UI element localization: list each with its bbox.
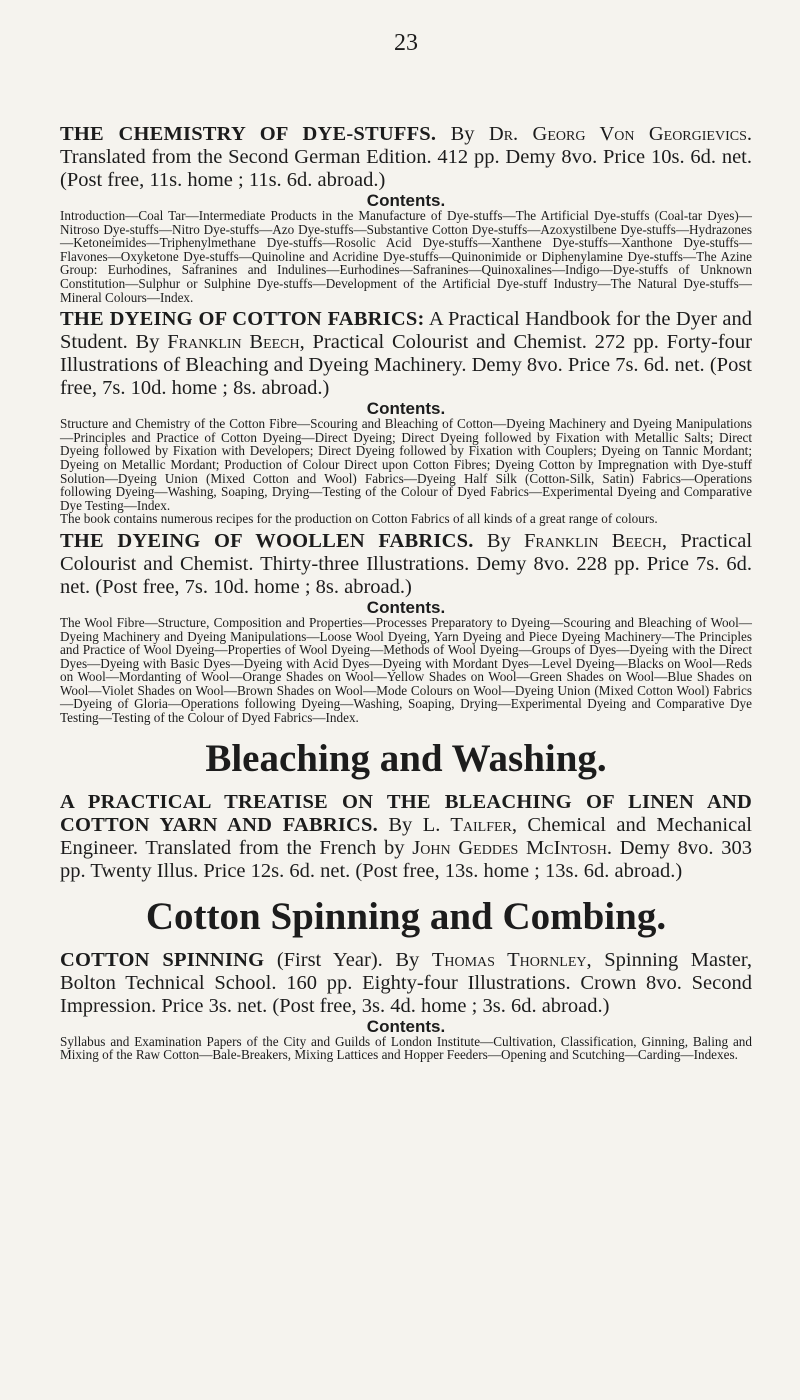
book-details: Chemical and Mechanical Engineer. Translated from the French by — [60, 813, 752, 859]
book-entry-chemistry-of-dye-stuffs — [60, 123, 752, 304]
by-word: By — [395, 948, 420, 971]
book-title: COTTON SPINNING — [60, 948, 265, 971]
book-title: THE DYEING OF COTTON FABRICS: — [60, 308, 425, 331]
book-author: Dr. Georg Von Georgievics. — [488, 123, 752, 145]
book-title: THE CHEMISTRY OF DYE-STUFFS. — [60, 123, 437, 145]
by-word: By — [486, 529, 511, 552]
book-entry-bleaching-linen-cotton — [60, 791, 752, 883]
book-details: Practical Colourist and Chemist. Thirty-three Illustrations. Demy 8vo. 228 pp. Price 7s. 6d. net. (Post free, 7s. 10d. home ; 8s. abroad.) — [60, 529, 753, 598]
book-author: L. Tailfer, — [422, 813, 518, 836]
contents-label: Contents. — [366, 597, 446, 617]
entry-heading — [60, 308, 752, 400]
book-details: Spinning Master, Bolton Technical School. 160 pp. Eighty-four Illustrations. Crown 8vo. Second Impression. Price 3s. net. (Post free, 3s. 4d. home ; 3s. 6d. abroad.) — [60, 948, 753, 1017]
contents-label: Contents. — [366, 191, 446, 210]
book-details: Translated from the Second German Edition. 412 pp. Demy 8vo. Price 10s. 6d. net. (Post free, 11s. home ; 11s. 6d. abroad.) — [60, 146, 752, 191]
contents-label: Contents. — [366, 1016, 446, 1036]
book-entry-cotton-spinning — [60, 949, 752, 1062]
book-subtitle: (First Year). — [276, 948, 383, 971]
book-author: Franklin Beech, — [524, 529, 668, 552]
by-word: By — [388, 813, 413, 836]
contents-text: Introduction—Coal Tar—Intermediate Products in the Manufacture of Dye-stuffs—The Artificial Dye-stuffs (Coal-tar Dyes)—Nitroso Dye-stuffs—Nitro Dye-stuffs—Azo Dye-stuffs—Substantive Cotton Dye-stuffs—Azoxystilbene Dye-stuffs—Hydrazones—Ketoneimides—Triphenylmethane Dye-stuffs—Rosolic Acid Dye-stuffs—Xanthene Dye-stuffs—Xanthone Dye-stuffs—Flavones—Oxyketone Dye-stuffs—Quinoline and Acridine Dye-stuffs—Quinonimide or Diphenylamine Dye-stuffs—The Azine Group: Eurhodines, Safranines and Indulines—Eurhodines—Safranines—Quinoxalines—Indigo—Dye-stuffs of Unknown Constitution—Sulphur or Sulphine Dye-stuffs—Development of the Artificial Dye-stuff Industry—The Natural Dye-stuffs—Mineral Colours—Index. — [60, 208, 752, 305]
section-heading-bleaching: Bleaching and Washing. — [205, 736, 607, 780]
book-title: THE DYEING OF WOOLLEN FABRICS. — [60, 529, 474, 552]
book-entry-dyeing-cotton-fabrics — [60, 308, 752, 526]
contents-label: Contents. — [366, 399, 446, 419]
book-translator: John Geddes McIntosh. — [412, 836, 612, 859]
book-details: Practical Colourist and Chemist. 272 pp. Forty-four Illustrations of Bleaching and Dyeing Machinery. Demy 8vo. Price 7s. 6d. net. (Post free, 7s. 10d. home ; 8s. abroad.) — [60, 331, 752, 400]
by-word: By — [450, 123, 475, 145]
entry-heading — [60, 791, 752, 883]
contents-text: Syllabus and Examination Papers of the City and Guilds of London Institute—Cultivation, Classification, Ginning, Baling and Mixing of the Raw Cotton—Bale-Breakers, Mixing Lattices and Hopper Feeders—Opening and Scutching—Carding—Indexes. — [60, 1033, 752, 1063]
book-subtitle: A Practical Handbook for the Dyer and Student. — [60, 308, 752, 354]
book-note: The book contains numerous recipes for the production on Cotton Fabrics of all kinds of a great range of colours. — [60, 511, 658, 527]
contents-text: Structure and Chemistry of the Cotton Fibre—Scouring and Bleaching of Cotton—Dyeing Machinery and Dyeing Manipulations—Principles and Practice of Cotton Dyeing—Direct Dyeing; Direct Dyeing followed by Fixation with Metallic Salts; Direct Dyeing followed by Fixation with Developers; Direct Dyeing followed by Fixation with Couplers; Dyeing on Tannic Mordant; Dyeing on Metallic Mordant; Production of Colour Direct upon Cotton Fibres; Dyeing Cotton by Impregnation with Dye-stuff Solution—Dyeing Union (Mixed Cotton and Wool) Fabrics—Dyeing Half Silk (Cotton-Silk, Satin) Fabrics—Operations following Dyeing—Washing, Soaping, Drying—Testing of the Colour of Dyed Fabrics—Experimental Dyeing and Comparative Dye Testing—Index. — [60, 416, 752, 513]
entry-heading — [60, 949, 752, 1018]
section-heading-cotton-spinning: Cotton Spinning and Combing. — [145, 894, 667, 938]
page-number: 23 — [394, 30, 418, 56]
book-entry-dyeing-woollen-fabrics — [60, 530, 752, 725]
entry-heading — [60, 123, 752, 192]
entry-heading — [60, 530, 752, 599]
contents-text: The Wool Fibre—Structure, Composition and Properties—Processes Preparatory to Dyeing—Scouring and Bleaching of Wool—Dyeing Machinery and Dyeing Manipulations—Loose Wool Dyeing, Yarn Dyeing and Piece Dyeing Machinery—The Principles and Practice of Wool Dyeing—Properties of Wool Dyeing—Methods of Wool Dyeing—Groups of Dyes—Dyeing with the Direct Dyes—Dyeing with Basic Dyes—Dyeing with Acid Dyes—Dyeing with Mordant Dyes—Level Dyeing—Blacks on Wool—Reds on Wool—Mordanting of Wool—Orange Shades on Wool—Yellow Shades on Wool—Green Shades on Wool—Blue Shades on Wool—Violet Shades on Wool—Brown Shades on Wool—Mode Colours on Wool—Dyeing Union (Mixed Cotton Wool) Fabrics—Dyeing of Gloria—Operations following Dyeing—Washing, Soaping, Drying—Experimental Dyeing and Comparative Dye Testing—Testing of the Colour of Dyed Fabrics—Index. — [60, 614, 752, 726]
book-details-price: Demy 8vo. 303 pp. Twenty Illus. Price 12s. 6d. net. (Post free, 13s. home ; 13s. 6d. abroad.) — [60, 836, 752, 882]
book-author: Franklin Beech, — [167, 331, 305, 354]
book-author: Thomas Thornley, — [431, 948, 592, 971]
book-title: A PRACTICAL TREATISE ON THE BLEACHING OF LINEN AND COTTON YARN AND FABRICS. — [60, 790, 752, 836]
by-word: By — [135, 331, 160, 354]
